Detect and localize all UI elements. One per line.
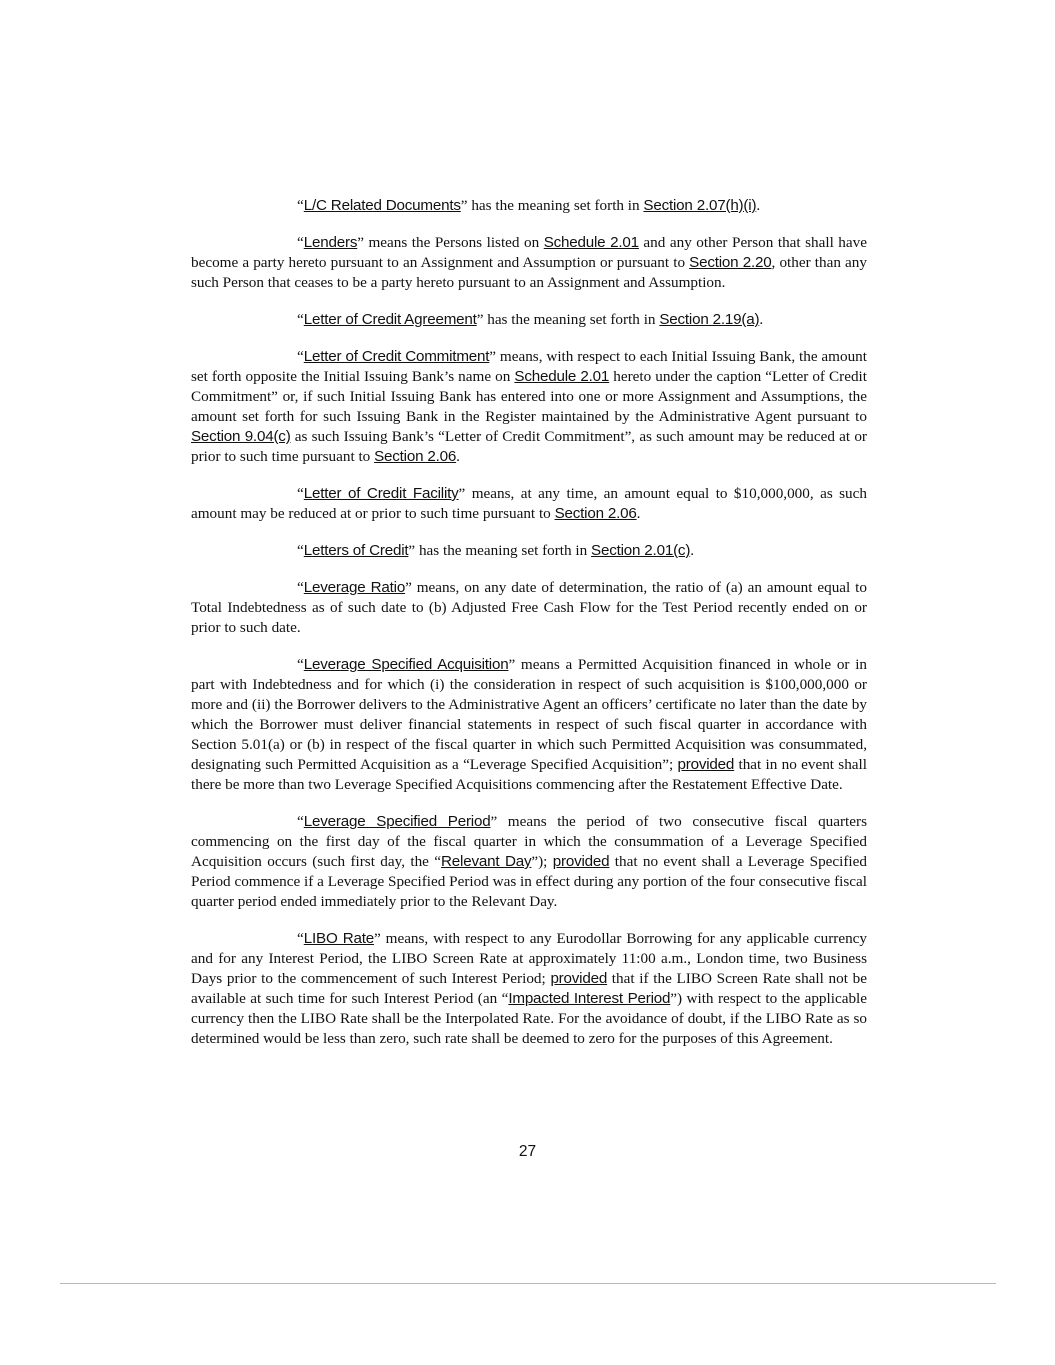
definition-text: ” means, with respect to each Initial Issuing Bank, the amount set forth opposite the Initial Issuing Bank’s name on — [191, 348, 867, 385]
definition-text: as such Issuing Bank’s “Letter of Credit Commitment”, as such amount may be reduced at or prior to such time pursuant to — [191, 428, 867, 465]
definition-text: and any other Person that shall have become a party hereto pursuant to an Assignment and Assumption or pursuant to — [191, 234, 867, 271]
definition-text: . — [636, 505, 641, 522]
definition-lenders — [191, 233, 867, 293]
defined-term-reference: Section 2.20 — [689, 254, 772, 271]
definition-text: . — [759, 311, 764, 328]
definition-text: ” has the meaning set forth in — [408, 542, 592, 559]
definition-text: ”) with respect to the applicable currency then the LIBO Rate shall be the Interpolated Rate. For the avoidance of doubt, if the LIBO Rate as so determined would be less than zero, such rate shall be deemed to zero for the purposes of this Agreement. — [191, 990, 867, 1047]
defined-term-reference: Leverage Specified Acquisition — [303, 656, 509, 673]
defined-term-reference: LIBO Rate — [303, 930, 374, 947]
defined-term-reference: provided — [550, 970, 608, 987]
defined-term-reference: Letters of Credit — [303, 542, 409, 559]
definition-text: hereto under the caption “Letter of Credit Commitment” or, if such Initial Issuing Bank has entered into one or more Assignment and Assumptions, the amount set forth for such Issuing Bank in the Register maintained by the Administrative Agent pursuant to — [191, 368, 867, 425]
definition-text: ” means, on any date of determination, the ratio of (a) an amount equal to Total Indebtedness as of such date to (b) Adjusted Free Cash Flow for the Test Period recently ended on or prior to such date. — [191, 579, 867, 636]
definition-text: “ — [297, 930, 304, 947]
definition-letter-of-credit-facility — [191, 484, 867, 524]
definition-text: . — [456, 448, 460, 465]
definition-text: ” means, at any time, an amount equal to $10,000,000, as such amount may be reduced at or prior to such time pursuant to — [191, 485, 867, 522]
definition-text: “ — [297, 348, 304, 365]
definition-text: that no event shall a Leverage Specified Period commence if a Leverage Specified Period was in effect during any portion of the four consecutive fiscal quarter period ended immediately prior to the Relevant Day. — [191, 853, 867, 910]
defined-term-reference: Schedule 2.01 — [514, 368, 610, 385]
defined-term-reference: Relevant Day — [441, 853, 532, 870]
defined-term-reference: Section 9.04(c) — [191, 428, 291, 445]
definition-text: “ — [297, 311, 304, 328]
defined-term-reference: Impacted Interest Period — [508, 990, 671, 1007]
definition-text: “ — [297, 485, 304, 502]
page-number: 27 — [518, 1143, 537, 1160]
defined-term-reference: Section 2.07(h)(i) — [643, 197, 757, 214]
definition-letter-of-credit-agreement — [191, 310, 867, 330]
definition-text: “ — [297, 197, 304, 214]
footer-divider — [60, 1283, 996, 1284]
defined-term-reference: Leverage Ratio — [303, 579, 406, 596]
definition-text: ” has the meaning set forth in — [460, 197, 644, 214]
defined-term-reference: Section 2.19(a) — [659, 311, 760, 328]
defined-term-reference: Section 2.06 — [374, 448, 457, 465]
defined-term-reference: Letter of Credit Agreement — [303, 311, 477, 328]
document-body — [191, 196, 867, 1066]
defined-term-reference: Lenders — [303, 234, 358, 251]
definition-text: “ — [297, 813, 304, 830]
definition-leverage-ratio — [191, 578, 867, 638]
definition-text: ” means the Persons listed on — [357, 234, 544, 251]
definition-text: ” has the meaning set forth in — [476, 311, 660, 328]
definition-text: “ — [297, 656, 304, 673]
definition-text: ” means, with respect to any Eurodollar Borrowing for any applicable currency and for any Interest Period, the LIBO Screen Rate at approximately 11:00 a.m., London time, two Business Days prior to the commencement of such Interest Period; — [191, 930, 867, 987]
defined-term-reference: Schedule 2.01 — [543, 234, 639, 251]
definition-text: that in no event shall there be more than two Leverage Specified Acquisitions commencing after the Restatement Effective Date. — [191, 756, 867, 793]
definition-leverage-specified-period — [191, 812, 867, 912]
definition-text: “ — [297, 542, 304, 559]
definition-letters-of-credit — [191, 541, 867, 561]
definition-leverage-specified-acquisition — [191, 655, 867, 795]
definition-text: ” means a Permitted Acquisition financed in whole or in part with Indebtedness and for which (i) the consideration in respect of such acquisition is $100,000,000 or more and (ii) the Borrower delivers to the Administrative Agent an officers’ certificate no later than the date by which the Borrower must deliver financial statements in respect of such fiscal quarter in accordance with Section 5.01(a) or (b) in respect of the fiscal quarter in which such Permitted Acquisition was consummated, designating such Permitted Acquisition as a “Leverage Specified Acquisition”; — [191, 656, 868, 773]
definition-libo-rate — [191, 929, 867, 1049]
defined-term-reference: Letter of Credit Facility — [303, 485, 459, 502]
definition-text: ”); — [531, 853, 553, 870]
definition-text: ” means the period of two consecutive fiscal quarters commencing on the first day of the fiscal quarter in which the consummation of a Leverage Specified Acquisition occurs (such first day, the “ — [191, 813, 867, 870]
definition-text: , other than any such Person that ceases to be a party hereto pursuant to an Assignment and Assumption. — [191, 254, 867, 291]
defined-term-reference: Letter of Credit Commitment — [303, 348, 490, 365]
definition-text: . — [756, 197, 761, 214]
definition-text: . — [690, 542, 694, 559]
defined-term-reference: provided — [677, 756, 735, 773]
defined-term-reference: Section 2.06 — [554, 505, 637, 522]
definition-text: “ — [297, 579, 304, 596]
defined-term-reference: provided — [552, 853, 610, 870]
definition-text: “ — [297, 234, 304, 251]
defined-term-reference: Section 2.01(c) — [591, 542, 691, 559]
defined-term-reference: L/C Related Documents — [303, 197, 461, 214]
definition-text: that if the LIBO Screen Rate shall not be available at such time for such Interest Period (an “ — [191, 970, 867, 1007]
definition-lc-related-documents — [191, 196, 867, 216]
definition-letter-of-credit-commitment — [191, 347, 867, 467]
defined-term-reference: Leverage Specified Period — [303, 813, 491, 830]
